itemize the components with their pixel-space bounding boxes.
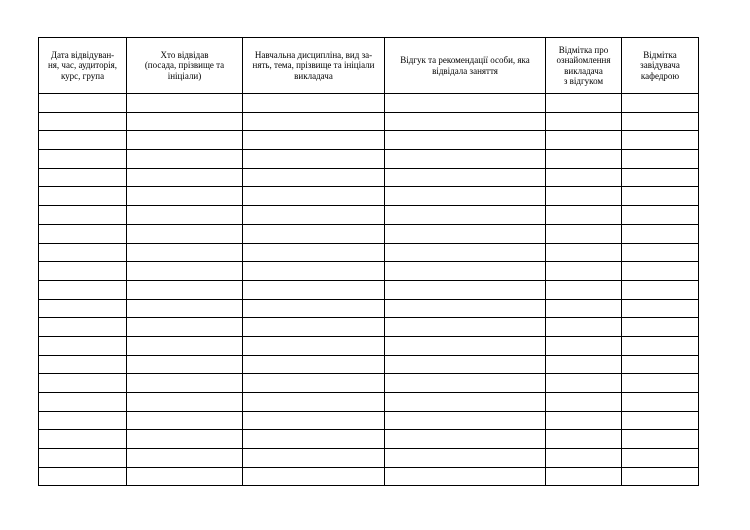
column-header-feedback: Відгук та рекомендації особи, яка відвідала заняття: [385, 38, 546, 94]
table-cell-date: [39, 131, 127, 150]
table-row: [39, 336, 699, 355]
table-cell-date: [39, 112, 127, 131]
table-cell-visitor: [127, 187, 243, 206]
table-cell-teacher-mark: [546, 280, 622, 299]
table-row: [39, 150, 699, 169]
table-cell-visitor: [127, 318, 243, 337]
table-cell-discipline: [243, 449, 385, 468]
table-cell-visitor: [127, 131, 243, 150]
table-cell-feedback: [385, 168, 546, 187]
table-cell-visitor: [127, 150, 243, 169]
table-cell-teacher-mark: [546, 243, 622, 262]
column-header-visitor: Хто відвідав (посада, прізвище та ініціали): [127, 38, 243, 94]
table-cell-feedback: [385, 449, 546, 468]
table-cell-discipline: [243, 299, 385, 318]
table-cell-head-mark: [622, 430, 699, 449]
table-cell-teacher-mark: [546, 131, 622, 150]
table-cell-visitor: [127, 280, 243, 299]
table-cell-feedback: [385, 224, 546, 243]
table-cell-discipline: [243, 150, 385, 169]
table-cell-head-mark: [622, 187, 699, 206]
column-header-teacher-mark: Відмітка про ознайомлення викладача з відгуком: [546, 38, 622, 94]
table-cell-teacher-mark: [546, 393, 622, 412]
table-row: [39, 280, 699, 299]
table-cell-date: [39, 224, 127, 243]
table-cell-head-mark: [622, 411, 699, 430]
table-row: [39, 206, 699, 225]
table-cell-visitor: [127, 94, 243, 113]
table-cell-date: [39, 449, 127, 468]
table-cell-teacher-mark: [546, 262, 622, 281]
table-row: [39, 467, 699, 486]
table-cell-head-mark: [622, 206, 699, 225]
table-cell-visitor: [127, 262, 243, 281]
table-cell-visitor: [127, 299, 243, 318]
table-cell-head-mark: [622, 393, 699, 412]
column-header-head-mark: Відмітка завідувача кафедрою: [622, 38, 699, 94]
table-row: [39, 243, 699, 262]
table-cell-teacher-mark: [546, 299, 622, 318]
table-cell-discipline: [243, 280, 385, 299]
table-row: [39, 449, 699, 468]
table-cell-visitor: [127, 243, 243, 262]
table-cell-feedback: [385, 112, 546, 131]
table-cell-date: [39, 374, 127, 393]
table-cell-date: [39, 299, 127, 318]
table-cell-discipline: [243, 411, 385, 430]
table-cell-visitor: [127, 449, 243, 468]
table-row: [39, 94, 699, 113]
table-row: [39, 318, 699, 337]
table-cell-feedback: [385, 187, 546, 206]
table-row: [39, 168, 699, 187]
table-cell-visitor: [127, 336, 243, 355]
table-cell-teacher-mark: [546, 336, 622, 355]
table-cell-discipline: [243, 168, 385, 187]
table-cell-visitor: [127, 374, 243, 393]
table-cell-head-mark: [622, 374, 699, 393]
table-cell-discipline: [243, 187, 385, 206]
table-cell-date: [39, 411, 127, 430]
table-cell-discipline: [243, 262, 385, 281]
table-cell-visitor: [127, 393, 243, 412]
table-cell-teacher-mark: [546, 430, 622, 449]
table-cell-head-mark: [622, 150, 699, 169]
table-cell-head-mark: [622, 355, 699, 374]
table-cell-feedback: [385, 299, 546, 318]
table-cell-discipline: [243, 374, 385, 393]
table-cell-feedback: [385, 374, 546, 393]
table-cell-teacher-mark: [546, 150, 622, 169]
table-cell-feedback: [385, 467, 546, 486]
table-cell-date: [39, 206, 127, 225]
table-cell-discipline: [243, 224, 385, 243]
table-cell-discipline: [243, 393, 385, 412]
table-row: [39, 131, 699, 150]
table-cell-feedback: [385, 355, 546, 374]
table-cell-discipline: [243, 318, 385, 337]
table-cell-teacher-mark: [546, 206, 622, 225]
table-cell-visitor: [127, 168, 243, 187]
table-cell-feedback: [385, 393, 546, 412]
table-cell-discipline: [243, 243, 385, 262]
table-cell-discipline: [243, 94, 385, 113]
table-cell-visitor: [127, 467, 243, 486]
table-row: [39, 374, 699, 393]
table-cell-date: [39, 355, 127, 374]
table-cell-feedback: [385, 262, 546, 281]
table-cell-teacher-mark: [546, 449, 622, 468]
table-cell-teacher-mark: [546, 94, 622, 113]
table-cell-date: [39, 150, 127, 169]
table-cell-visitor: [127, 224, 243, 243]
visit-journal-sheet: [38, 37, 698, 492]
table-cell-feedback: [385, 243, 546, 262]
table-cell-date: [39, 94, 127, 113]
table-cell-visitor: [127, 112, 243, 131]
table-cell-discipline: [243, 355, 385, 374]
table-row: [39, 224, 699, 243]
table-cell-feedback: [385, 280, 546, 299]
table-cell-date: [39, 168, 127, 187]
table-cell-head-mark: [622, 168, 699, 187]
table-cell-head-mark: [622, 318, 699, 337]
table-cell-head-mark: [622, 280, 699, 299]
table-cell-discipline: [243, 430, 385, 449]
table-cell-visitor: [127, 206, 243, 225]
table-row: [39, 393, 699, 412]
table-cell-teacher-mark: [546, 374, 622, 393]
table-row: [39, 411, 699, 430]
table-cell-head-mark: [622, 467, 699, 486]
table-cell-teacher-mark: [546, 355, 622, 374]
table-cell-feedback: [385, 430, 546, 449]
table-cell-head-mark: [622, 112, 699, 131]
table-row: [39, 299, 699, 318]
table-cell-date: [39, 187, 127, 206]
table-cell-feedback: [385, 411, 546, 430]
table-cell-head-mark: [622, 449, 699, 468]
table-row: [39, 262, 699, 281]
table-cell-discipline: [243, 336, 385, 355]
table-cell-date: [39, 243, 127, 262]
table-header-row: [39, 38, 699, 94]
table-cell-date: [39, 430, 127, 449]
table-cell-teacher-mark: [546, 318, 622, 337]
table-cell-date: [39, 336, 127, 355]
table-cell-feedback: [385, 131, 546, 150]
table-row: [39, 187, 699, 206]
table-cell-discipline: [243, 131, 385, 150]
table-cell-feedback: [385, 318, 546, 337]
table-cell-visitor: [127, 355, 243, 374]
table-cell-teacher-mark: [546, 224, 622, 243]
table-cell-head-mark: [622, 131, 699, 150]
table-cell-head-mark: [622, 94, 699, 113]
table-cell-date: [39, 262, 127, 281]
table-cell-feedback: [385, 150, 546, 169]
table-cell-teacher-mark: [546, 112, 622, 131]
table-cell-head-mark: [622, 262, 699, 281]
table-cell-teacher-mark: [546, 467, 622, 486]
table-cell-discipline: [243, 206, 385, 225]
table-cell-date: [39, 280, 127, 299]
column-header-discipline: Навчальна дисципліна, вид за- нять, тема, прізвище та ініціали викладача: [243, 38, 385, 94]
table-row: [39, 430, 699, 449]
visit-journal-table: [38, 37, 699, 486]
table-cell-discipline: [243, 467, 385, 486]
table-cell-discipline: [243, 112, 385, 131]
column-header-date: Дата відвідуван- ня, час, аудиторія, курс, група: [39, 38, 127, 94]
table-cell-feedback: [385, 336, 546, 355]
table-cell-feedback: [385, 94, 546, 113]
table-row: [39, 112, 699, 131]
table-body: [39, 94, 699, 486]
table-cell-head-mark: [622, 336, 699, 355]
table-cell-teacher-mark: [546, 168, 622, 187]
table-cell-date: [39, 318, 127, 337]
table-cell-date: [39, 467, 127, 486]
table-cell-head-mark: [622, 224, 699, 243]
table-cell-visitor: [127, 430, 243, 449]
table-cell-visitor: [127, 411, 243, 430]
table-cell-head-mark: [622, 299, 699, 318]
table-cell-date: [39, 393, 127, 412]
table-cell-head-mark: [622, 243, 699, 262]
table-cell-teacher-mark: [546, 411, 622, 430]
table-cell-teacher-mark: [546, 187, 622, 206]
table-row: [39, 355, 699, 374]
table-cell-feedback: [385, 206, 546, 225]
